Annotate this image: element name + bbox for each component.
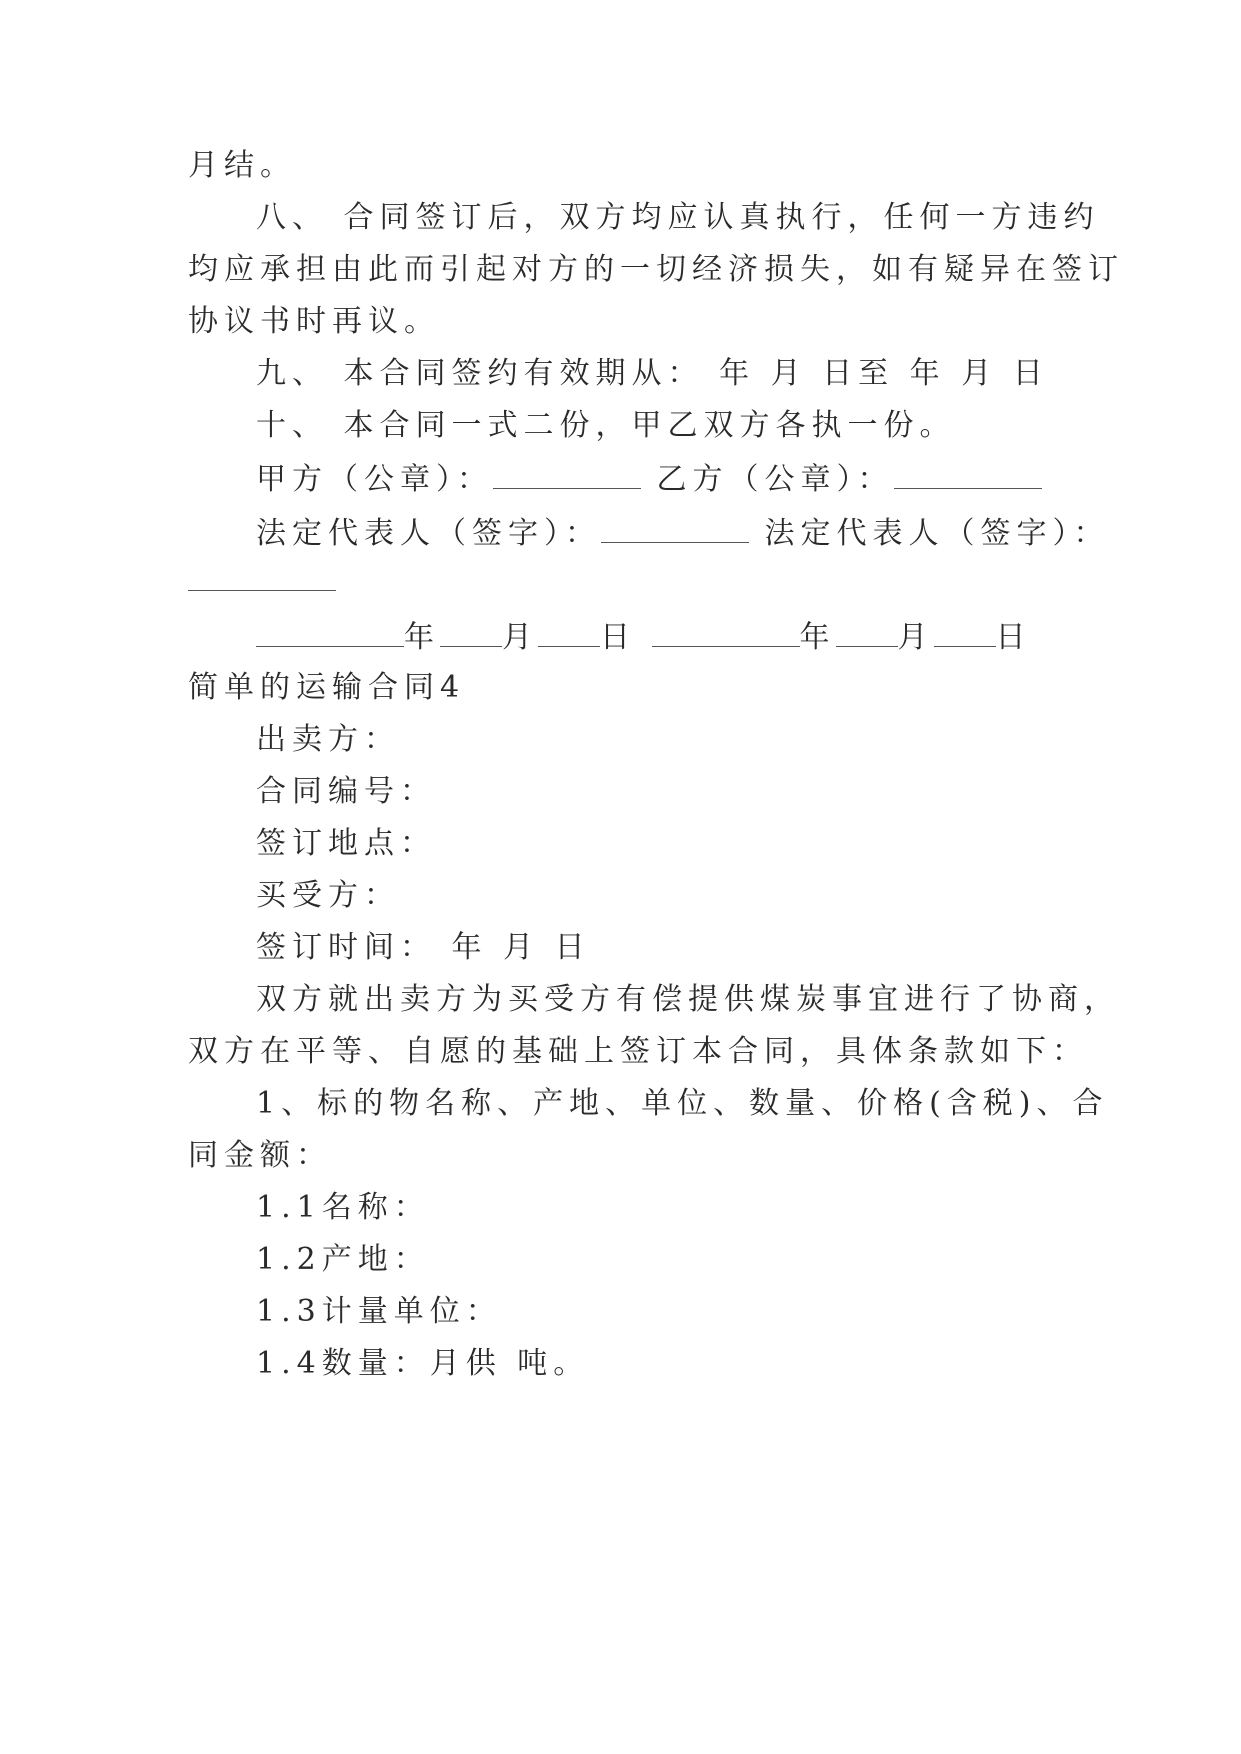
year-label: 年 — [799, 620, 836, 655]
month-label: 月 — [897, 620, 934, 655]
item-1-1: 1.1名称： — [256, 1190, 430, 1225]
seller-field: 出卖方： — [256, 722, 400, 757]
section-title: 简单的运输合同4 — [188, 670, 466, 705]
year-blank — [256, 616, 404, 647]
seal-line — [256, 458, 1042, 500]
day-blank — [538, 616, 600, 647]
text-line: 双方在平等、自愿的基础上签订本合同，具体条款如下： — [188, 1034, 1088, 1069]
date-line — [256, 616, 1032, 658]
month-blank — [440, 616, 502, 647]
year-blank — [652, 616, 800, 647]
item-1-4: 1.4数量：月供 吨。 — [256, 1346, 590, 1381]
item-1-3: 1.3计量单位： — [256, 1294, 502, 1329]
signature-blank — [188, 560, 336, 591]
rep-b-label: 法定代表人（签字）： — [764, 516, 1110, 551]
month-blank — [836, 616, 898, 647]
intro-paragraph: 双方就出卖方为买受方有偿提供煤炭事宜进行了协商， — [256, 982, 1120, 1017]
party-a-seal-label: 甲方（公章）： — [256, 462, 493, 497]
year-label: 年 — [404, 620, 440, 655]
day-label: 日 — [995, 620, 1032, 655]
signature-blank — [601, 512, 749, 543]
clause-8: 八、 合同签订后，双方均应认真执行，任何一方违约 — [256, 200, 1100, 235]
clause-9: 九、 本合同签约有效期从： 年 月 日至 年 月 日 — [256, 356, 1049, 391]
representative-line — [256, 512, 1110, 554]
day-blank — [934, 616, 996, 647]
text-line — [188, 560, 336, 602]
text-line: 月结。 — [188, 148, 296, 183]
signing-place-field: 签订地点： — [256, 826, 436, 861]
buyer-field: 买受方： — [256, 878, 400, 913]
item-1-2: 1.2产地： — [256, 1242, 430, 1277]
signature-blank — [894, 458, 1042, 489]
text-line: 协议书时再议。 — [188, 304, 440, 339]
text-line: 均应承担由此而引起对方的一切经济损失，如有疑异在签订 — [188, 252, 1124, 287]
contract-number-field: 合同编号： — [256, 774, 436, 809]
clause-10: 十、 本合同一式二份，甲乙双方各执一份。 — [256, 408, 956, 443]
party-b-seal-label: 乙方（公章）： — [656, 462, 894, 497]
text-line: 同金额： — [188, 1138, 332, 1173]
rep-a-label: 法定代表人（签字）： — [256, 516, 601, 551]
day-label: 日 — [600, 620, 636, 655]
signature-blank — [493, 458, 641, 489]
signing-time-field: 签订时间： 年 月 日 — [256, 930, 591, 965]
month-label: 月 — [502, 620, 538, 655]
item-1: 1、标的物名称、产地、单位、数量、价格(含税)、合 — [256, 1086, 1109, 1121]
